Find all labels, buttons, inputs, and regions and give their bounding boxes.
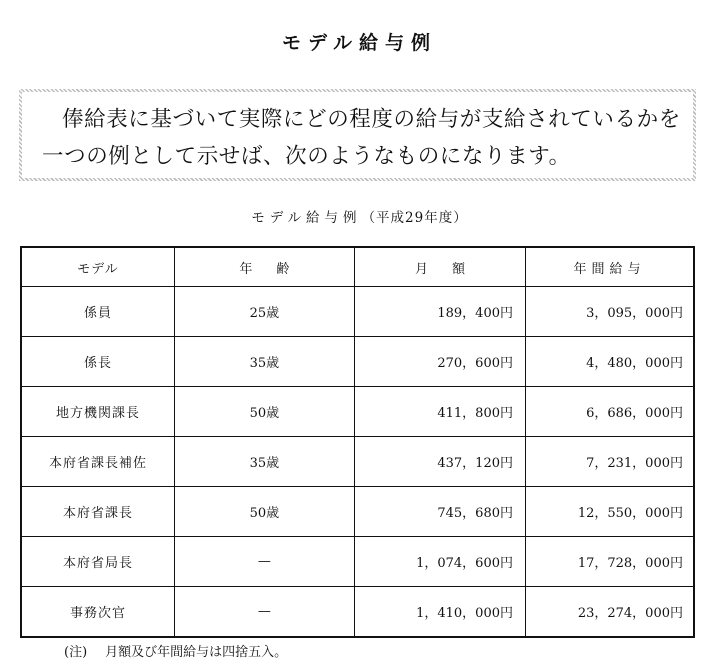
cell-age: 50歳 <box>174 387 354 437</box>
cell-annual: 23，274，000円 <box>526 587 695 638</box>
footnote-text: 月額及び年間給与は四捨五入。 <box>105 645 288 660</box>
table-row <box>21 437 694 487</box>
salary-table <box>20 246 695 638</box>
table-row <box>21 287 694 337</box>
cell-monthly: 411，800円 <box>354 387 525 437</box>
intro-text <box>22 92 693 178</box>
cell-monthly: 745，680円 <box>354 487 525 537</box>
cell-age: 50歳 <box>174 487 354 537</box>
cell-model: 係長 <box>21 337 174 387</box>
cell-annual: 6，686，000円 <box>526 387 695 437</box>
table-caption-year: （平成29年度） <box>361 210 468 226</box>
intro-box <box>19 89 696 181</box>
footnote-mark: (注) <box>64 645 88 660</box>
cell-age: 35歳 <box>174 437 354 487</box>
cell-model: 本府省課長 <box>21 487 174 537</box>
intro-line-2: 一つの例として示せば、次のようなものになります。 <box>42 144 571 169</box>
cell-annual: 12，550，000円 <box>526 487 695 537</box>
cell-monthly: 437，120円 <box>354 437 525 487</box>
cell-annual: 17，728，000円 <box>526 537 695 587</box>
cell-model: 事務次官 <box>21 587 174 638</box>
table-row <box>21 537 694 587</box>
header-monthly: 月額 <box>354 247 525 287</box>
cell-age: 35歳 <box>174 337 354 387</box>
cell-monthly: 1，410，000円 <box>354 587 525 638</box>
page-title: モデル給与例 <box>281 32 438 54</box>
cell-annual: 4，480，000円 <box>526 337 695 387</box>
cell-model: 本府省局長 <box>21 537 174 587</box>
cell-age: — <box>174 587 354 638</box>
header-annual: 年間給与 <box>526 247 695 287</box>
cell-monthly: 189，400円 <box>354 287 525 337</box>
cell-annual: 3，095，000円 <box>526 287 695 337</box>
table-caption <box>0 206 719 226</box>
header-age: 年齢 <box>174 247 354 287</box>
cell-annual: 7，231，000円 <box>526 437 695 487</box>
cell-age: 25歳 <box>174 287 354 337</box>
table-row <box>21 387 694 437</box>
cell-model: 係員 <box>21 287 174 337</box>
table-caption-title: モデル給与例 <box>251 210 362 226</box>
table-header-row <box>21 247 694 287</box>
table-row <box>21 587 694 638</box>
cell-age: — <box>174 537 354 587</box>
footnote <box>64 641 287 660</box>
table-row <box>21 487 694 537</box>
cell-model: 地方機関課長 <box>21 387 174 437</box>
intro-line-1: 俸給表に基づいて実際にどの程度の給与が支給されているかを <box>62 107 681 132</box>
table-row <box>21 337 694 387</box>
cell-monthly: 1，074，600円 <box>354 537 525 587</box>
header-model: モデル <box>21 247 174 287</box>
cell-monthly: 270，600円 <box>354 337 525 387</box>
cell-model: 本府省課長補佐 <box>21 437 174 487</box>
